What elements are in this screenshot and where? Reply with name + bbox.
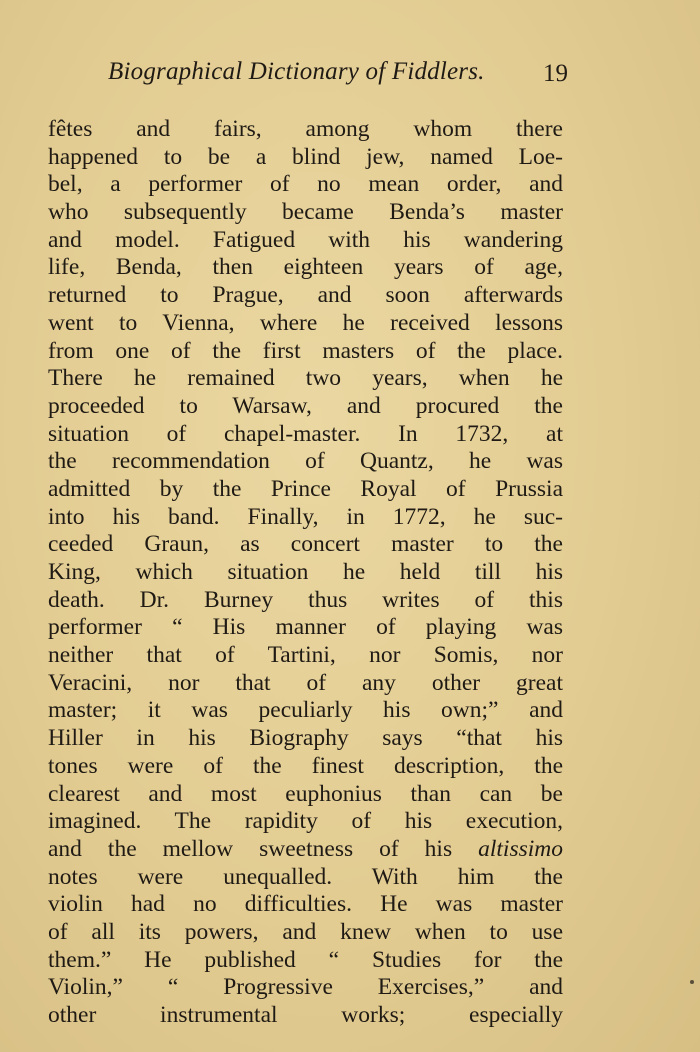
text-line: violin had no difficulties. He was master	[48, 891, 563, 918]
text-line: into his band. Finally, in 1772, he suc-	[48, 503, 563, 530]
page-number: 19	[543, 60, 568, 87]
text-line: bel, a performer of no mean order, and	[48, 171, 563, 198]
text-line: neither that of Tartini, nor Somis, nor	[48, 642, 563, 669]
text-line: Hiller in his Biography says “that his	[48, 725, 563, 752]
text-line: happened to be a blind jew, named Loe-	[48, 143, 563, 170]
text-line: proceeded to Warsaw, and procured the	[48, 392, 563, 419]
body-text	[48, 116, 563, 1030]
text-line: from one of the first masters of the place.	[48, 337, 563, 364]
text-line: admitted by the Prince Royal of Prussia	[48, 475, 563, 502]
text-line: Veracini, nor that of any other great	[48, 669, 563, 696]
text-line: ceeded Graun, as concert master to the	[48, 531, 563, 558]
text-line: who subsequently became Benda’s master	[48, 199, 563, 226]
text-line: tones were of the finest description, the	[48, 752, 563, 779]
text-line: them.” He published “ Studies for the	[48, 946, 563, 973]
text-line: situation of chapel-master. In 1732, at	[48, 420, 563, 447]
text-line: King, which situation he held till his	[48, 559, 563, 585]
text-line: the recommendation of Quantz, he was	[48, 448, 563, 475]
text-line: clearest and most euphonius than can be	[48, 780, 563, 807]
text-line: went to Vienna, where he received lessons	[48, 309, 563, 336]
text-segment: and the mellow sweetness of his	[48, 835, 453, 862]
text-line: imagined. The rapidity of his execution,	[48, 808, 563, 835]
running-title: Biographical Dictionary of Fiddlers.	[108, 58, 485, 85]
text-line: fêtes and fairs, among whom there	[48, 116, 563, 142]
text-line: death. Dr. Burney thus writes of this	[48, 586, 563, 613]
text-line: and model. Fatigued with his wandering	[48, 226, 563, 253]
text-line: returned to Prague, and soon afterwards	[48, 282, 563, 309]
paper-speck	[690, 980, 694, 984]
italic-term: altissimo	[478, 835, 563, 862]
text-line: performer “ His manner of playing was	[48, 614, 563, 641]
text-line: There he remained two years, when he	[48, 365, 563, 392]
text-line: life, Benda, then eighteen years of age,	[48, 254, 563, 281]
text-line: of all its powers, and knew when to use	[48, 918, 563, 945]
text-line: other instrumental works; especially	[48, 1002, 563, 1028]
text-line: Violin,” “ Progressive Exercises,” and	[48, 974, 563, 1001]
running-head	[108, 58, 568, 94]
text-line-with-italic	[48, 836, 563, 864]
text-line: master; it was peculiarly his own;” and	[48, 697, 563, 724]
text-line: notes were unequalled. With him the	[48, 863, 563, 890]
